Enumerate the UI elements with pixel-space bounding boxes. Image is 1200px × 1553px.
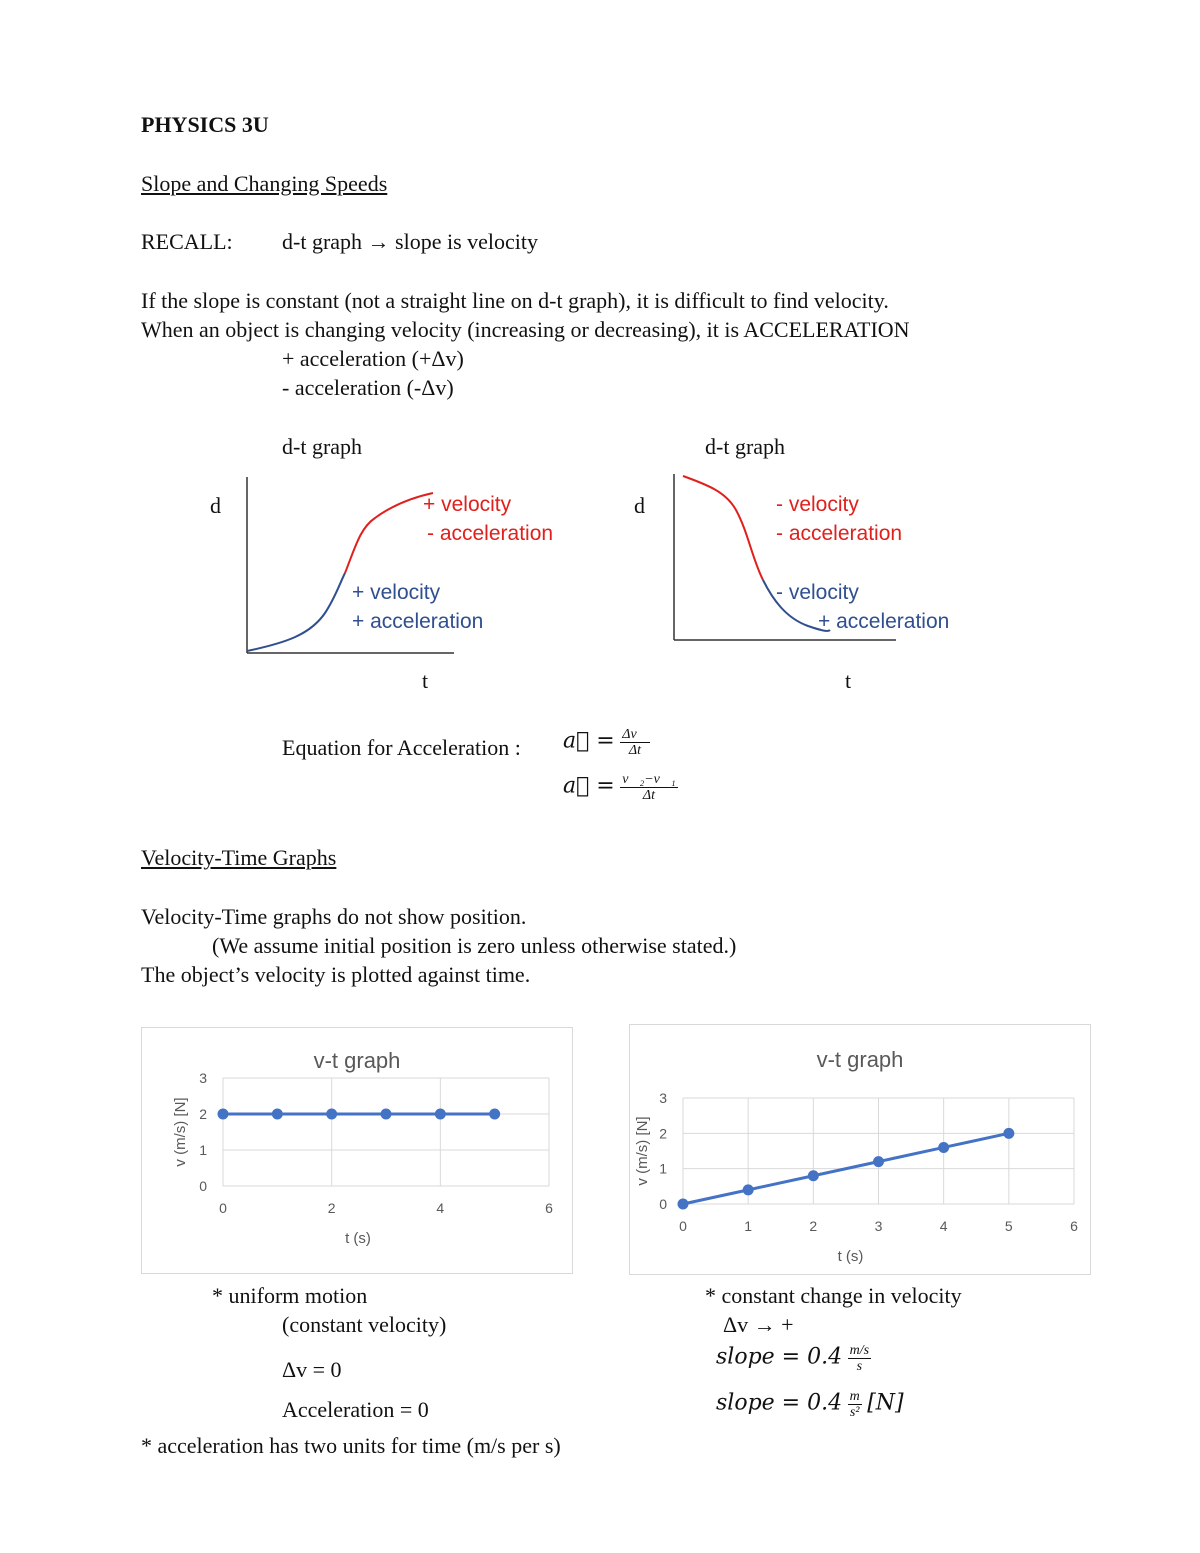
slope-1-denominator: s (856, 1359, 863, 1374)
y-tick-label: 2 (659, 1125, 667, 1142)
equation-2-lhs: a⃗ = (563, 773, 615, 799)
vt-chart-accelerating-frame (629, 1024, 1091, 1275)
slope-2-direction: [N] (867, 1390, 904, 1416)
x-tick-label: 0 (679, 1218, 687, 1234)
dt-graph-right-ylabel: d (634, 493, 645, 518)
equation-1 (563, 727, 650, 758)
y-tick-label: 3 (199, 1070, 207, 1086)
data-point (808, 1170, 819, 1181)
dt-graph-right-title: d-t graph (705, 434, 786, 459)
vt-paragraph-1: Velocity-Time graphs do not show position. (141, 904, 527, 929)
x-tick-label: 6 (545, 1200, 553, 1216)
slope-1-fraction (848, 1343, 871, 1374)
vt-paragraph-2: (We assume initial position is zero unless otherwise stated.) (212, 933, 737, 958)
note-acceleration-zero: Acceleration = 0 (282, 1397, 429, 1422)
data-point (272, 1109, 283, 1120)
equation-2 (563, 772, 678, 803)
paragraph-acceleration: When an object is changing velocity (increasing or decreasing), it is ACCELERATION (141, 317, 910, 342)
slope-equation-2 (716, 1389, 904, 1420)
slope-2-fraction (848, 1389, 862, 1420)
slope-equation-1 (716, 1343, 871, 1374)
data-point (873, 1156, 884, 1167)
equation-1-numerator: Δv⃗ (622, 727, 648, 742)
data-point (938, 1142, 949, 1153)
curve-red-segment (345, 493, 433, 573)
section-title-slope: Slope and Changing Speeds (141, 171, 388, 196)
x-tick-label: 4 (939, 1218, 948, 1234)
vt-chart-accelerating (630, 1025, 1090, 1274)
y-tick-label: 1 (659, 1160, 667, 1177)
course-title: PHYSICS 3U (141, 112, 269, 137)
equation-label: Equation for Acceleration : (282, 735, 521, 760)
curve-blue-segment (247, 573, 345, 651)
x-tick-label: 6 (1070, 1218, 1078, 1234)
equation-1-denominator: Δt (628, 743, 641, 758)
note-uniform-motion: * uniform motion (212, 1283, 368, 1308)
vt-chart-uniform (142, 1028, 572, 1273)
y-tick-label: 0 (199, 1178, 207, 1194)
slope-2-denominator: s² (849, 1405, 860, 1420)
section-title-vt: Velocity-Time Graphs (141, 845, 337, 870)
x-tick-label: 0 (219, 1200, 227, 1216)
x-axis-label: t (s) (837, 1248, 864, 1265)
x-tick-label: 4 (436, 1200, 445, 1216)
dt-graph-left-xlabel: t (422, 668, 429, 693)
data-point (326, 1109, 337, 1120)
data-point (381, 1109, 392, 1120)
curve-red-segment (683, 476, 763, 580)
note-constant-velocity: (constant velocity) (282, 1312, 447, 1337)
equation-1-fraction (620, 727, 649, 758)
y-tick-label: 2 (199, 1106, 207, 1122)
dt-graph-left-ylabel: d (210, 493, 221, 518)
recall-text: d-t graph → slope is velocity (282, 229, 539, 254)
x-tick-label: 5 (1004, 1218, 1013, 1234)
dt-graph-right-xlabel: t (845, 668, 852, 693)
minus-acceleration: - acceleration (-Δv) (282, 375, 454, 400)
dt-graph-left-title: d-t graph (282, 434, 363, 459)
x-tick-label: 2 (327, 1200, 336, 1216)
slope-1-label: slope = 0.4 (716, 1344, 843, 1370)
data-point (678, 1199, 689, 1210)
right-blue-label-1: - velocity (776, 581, 859, 604)
vt-chart-uniform-frame (141, 1027, 573, 1274)
x-tick-label: 3 (874, 1218, 883, 1234)
y-tick-label: 3 (659, 1090, 667, 1106)
note-delta-v-positive: Δv → + (723, 1312, 794, 1337)
left-blue-label-1: + velocity (352, 581, 441, 604)
equation-2-numerator: v⃗₂−v⃗₁ (622, 772, 676, 787)
note-constant-change: * constant change in velocity (705, 1283, 962, 1308)
right-red-label-2: - acceleration (776, 522, 903, 545)
plus-acceleration: + acceleration (+Δv) (282, 346, 464, 371)
y-axis-label: v (m/s) [N] (634, 1116, 651, 1186)
x-tick-label: 1 (744, 1218, 753, 1234)
data-point (218, 1109, 229, 1120)
chart-title: v-t graph (816, 1047, 904, 1072)
data-point (743, 1184, 754, 1195)
equation-2-denominator: Δt (642, 788, 655, 803)
data-point (489, 1109, 500, 1120)
vt-paragraph-3: The object’s velocity is plotted against time. (141, 962, 531, 987)
left-blue-label-2: + acceleration (352, 610, 484, 633)
left-red-label-1: + velocity (423, 493, 512, 516)
right-red-label-1: - velocity (776, 493, 859, 516)
note-delta-v-zero: Δv = 0 (282, 1357, 342, 1382)
left-red-label-2: - acceleration (427, 522, 554, 545)
slope-1-numerator: m/s (849, 1343, 870, 1358)
paragraph-slope: If the slope is constant (not a straight line on d-t graph), it is difficult to find velocity. (141, 288, 889, 313)
equation-2-fraction (620, 772, 677, 803)
x-tick-label: 2 (809, 1218, 818, 1234)
y-axis-label: v (m/s) [N] (172, 1097, 189, 1167)
data-point (1003, 1128, 1014, 1139)
y-tick-label: 0 (659, 1196, 667, 1212)
recall-label: RECALL: (141, 229, 233, 254)
slope-2-numerator: m (849, 1389, 860, 1404)
data-point (435, 1109, 446, 1120)
x-axis-label: t (s) (345, 1230, 371, 1247)
y-tick-label: 1 (199, 1142, 207, 1158)
right-blue-label-2: + acceleration (818, 610, 950, 633)
footer-note: * acceleration has two units for time (m/s per s) (141, 1433, 561, 1458)
slope-2-label: slope = 0.4 (716, 1390, 843, 1416)
equation-1-lhs: a⃗ = (563, 728, 615, 754)
chart-title: v-t graph (313, 1048, 401, 1073)
